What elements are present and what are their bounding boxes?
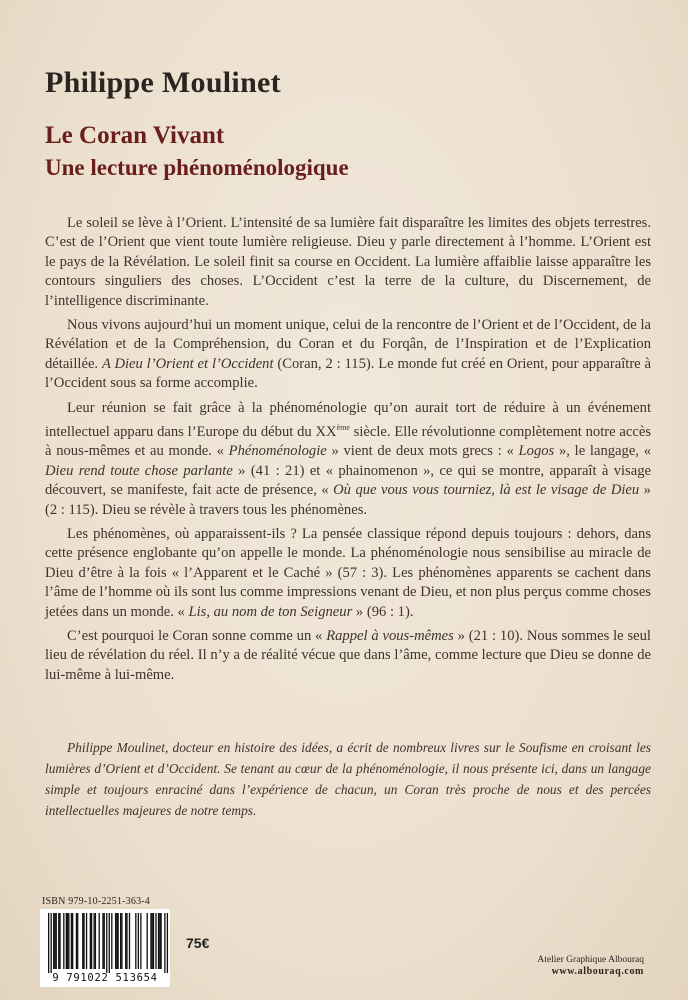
author-bio: Philippe Moulinet, docteur en histoire des idées, a écrit de nombreux livres sur le Soufisme en croisant les lumières d’Orient et d’Occident. Se tenant au cœur de la phénoménologie, il nous présente ici, dans un langage simple et toujours enraciné dans l’expérience de chacun, un Coran très proche de nous et des percées intellectuelles majeures de notre temps. xyxy=(45,740,651,818)
barcode-bar xyxy=(56,913,57,969)
isbn-label: ISBN 979-10-2251-363-4 xyxy=(42,896,151,907)
barcode-bar xyxy=(58,913,59,969)
barcode-bar xyxy=(152,913,153,969)
barcode-bar xyxy=(48,913,49,973)
paragraph-3-text-f: », le langage, « xyxy=(554,443,651,460)
barcode xyxy=(40,909,170,987)
barcode-bar xyxy=(147,913,148,969)
quran-quote: Dieu rend toute chose parlante xyxy=(45,462,233,479)
term-logos: Logos xyxy=(518,443,555,460)
barcode-bar xyxy=(167,913,168,973)
paragraph-3 xyxy=(45,399,651,520)
barcode-bar xyxy=(76,913,77,969)
quran-quote: Lis, au nom de ton Seigneur xyxy=(188,603,353,620)
barcode-bar xyxy=(82,913,83,969)
barcode-bar xyxy=(155,913,156,969)
publisher-info xyxy=(537,954,644,978)
barcode-bar xyxy=(129,913,130,969)
barcode-bar xyxy=(83,913,84,969)
century-superscript: ème xyxy=(336,423,350,433)
barcode-bar xyxy=(66,913,67,969)
paragraph-3-text-h: » (41 : 21) et « phainomenon », ce qui se montre, apparaît à visage découvert, se manifeste, fait acte de présence, « xyxy=(45,462,651,499)
barcode-bar xyxy=(153,913,154,969)
barcode-bar xyxy=(106,913,107,973)
paragraph-5-text-c: » (21 : 10). Nous sommes le seul lieu de révélation du réel. Il n’y a de réalité vécue que dans l’âme, comme lecture que Dieu se donne de lui-même à lui-même. xyxy=(45,627,651,683)
barcode-bar xyxy=(150,913,151,969)
barcode-bar xyxy=(158,913,159,969)
barcode-bar xyxy=(51,913,52,973)
barcode-bar xyxy=(116,913,117,969)
paragraph-5 xyxy=(45,627,651,685)
paragraph-3-text-b: siècle. Elle révolutionne complètement notre accès à nous-mêmes et au monde. « xyxy=(45,423,651,460)
barcode-bar xyxy=(63,913,64,969)
barcode-bar xyxy=(125,913,126,969)
paragraph-2-text-a: Nous vivons aujourd’hui un moment unique, celui de la rencontre de l’Orient et de l’Occident, de la Révélation et de la Compréhension, du Coran et du Forqân, de l’Inspiration et de l’Explication détaillée. xyxy=(45,317,651,372)
author-name: Philippe Moulinet xyxy=(45,66,281,99)
barcode-bar xyxy=(111,913,112,969)
paragraph-3-text-d: » vient de deux mots grecs : « xyxy=(326,443,519,460)
paragraph-4-text-a: Les phénomènes, où apparaissent-ils ? La pensée classique répond depuis toujours : dehors, dans cette présence englobante qu’on appelle le monde. La phénoménologie nous sensibilise au miracle de Dieu d’être à la fois « l’Apparent et le Caché » (57 : 3). Les phénomènes apparents se cachent dans l’âme de l’homme où ils sont lus comme impressions venant de Dieu, et non plus perçus comme choses jetées dans un monde. « xyxy=(45,525,651,620)
barcode-bar xyxy=(117,913,118,969)
barcode-bar xyxy=(160,913,161,969)
quran-quote: Rappel à vous-mêmes xyxy=(326,627,454,644)
synopsis-text xyxy=(45,214,651,690)
barcode-bar xyxy=(95,913,96,969)
barcode-digits: 9 791022 513654 xyxy=(52,972,158,984)
barcode-bars xyxy=(40,909,170,973)
term-phenomenologie: Phénoménologie xyxy=(228,443,327,460)
publisher-name: Atelier Graphique Albouraq xyxy=(537,955,644,965)
barcode-bar xyxy=(59,913,60,969)
barcode-bar xyxy=(126,913,127,969)
paragraph-5-text-a: C’est pourquoi le Coran sonne comme un « xyxy=(67,627,327,644)
paragraph-1 xyxy=(45,214,651,311)
barcode-bar xyxy=(164,913,165,973)
quran-quote: A Dieu l’Orient et l’Occident xyxy=(101,355,274,372)
price-label: 75€ xyxy=(186,935,210,951)
barcode-bar xyxy=(54,913,55,969)
paragraph-2-text-c: (Coran, 2 : 115). Le monde fut créé en Orient, pour apparaître à l’Occident sous sa forme accomplie. xyxy=(45,355,651,392)
paragraph-4-text-c: » (96 : 1). xyxy=(352,603,414,620)
publisher-url: www.albouraq.com xyxy=(551,966,644,977)
barcode-bar xyxy=(90,913,91,969)
barcode-bar xyxy=(104,913,105,969)
barcode-bar xyxy=(53,913,54,969)
book-title: Le Coran Vivant xyxy=(45,122,225,149)
barcode-bar xyxy=(102,913,103,969)
barcode-bar xyxy=(120,913,121,969)
barcode-bar xyxy=(86,913,87,969)
barcode-bar xyxy=(115,913,116,969)
paragraph-2 xyxy=(45,316,651,394)
book-subtitle: Une lecture phénoménologique xyxy=(45,155,349,180)
barcode-bar xyxy=(67,913,68,969)
barcode-bar xyxy=(93,913,94,969)
barcode-bar xyxy=(71,913,72,969)
paragraph-1-text: Le soleil se lève à l’Orient. L’intensité de sa lumière fait disparaître les limites des objets terrestres. C’est de l’Orient que vient toute lumière religieuse. Dieu y parle directement à l’homme. L’Orient est le pays de la Révélation. Le soleil finit sa course en Occident. La lumière affaiblie laisse apparaître les contours singuliers des choses. L’Occident c’est la terre de la culture, du Discernement, de l’intelligence discriminante. xyxy=(45,215,651,309)
barcode-bar xyxy=(138,913,139,969)
barcode-bar xyxy=(99,913,100,969)
paragraph-4 xyxy=(45,525,651,622)
barcode-bar xyxy=(135,913,136,969)
barcode-bar xyxy=(77,913,78,969)
paragraph-3-text-j: » (2 : 115). Dieu se révèle à travers tous les phénomènes. xyxy=(45,482,651,518)
barcode-bar xyxy=(91,913,92,969)
barcode-bar xyxy=(140,913,141,969)
barcode-bar xyxy=(109,913,110,973)
barcode-bar xyxy=(72,913,73,969)
barcode-bar xyxy=(121,913,122,969)
barcode-bar xyxy=(68,913,69,969)
barcode-bar xyxy=(159,913,160,969)
quran-quote: Où que vous vous tourniez, là est le visage de Dieu xyxy=(333,482,640,499)
paragraph-3-text-a: Leur réunion se fait grâce à la phénoménologie qu’on aurait tort de réduire à un événement intellectuel apparu dans l’Europe du début du XX xyxy=(45,399,651,440)
